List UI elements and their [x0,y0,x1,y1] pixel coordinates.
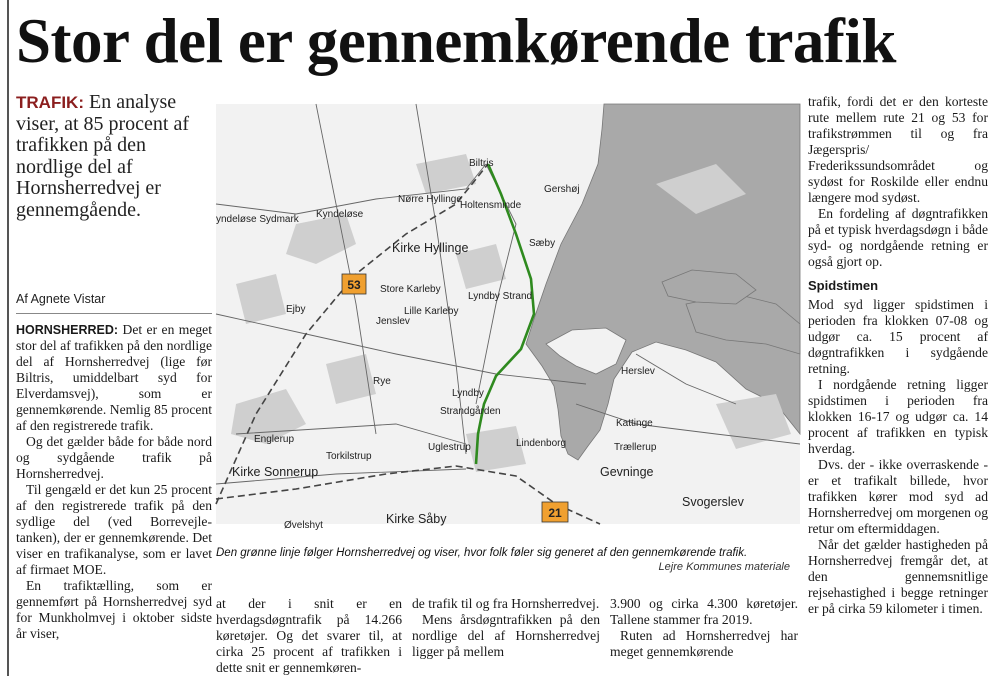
body-paragraph [16,322,212,434]
body-column-3 [412,596,600,676]
place-label: Ejby [286,304,306,315]
left-column-rule [7,0,9,676]
place-label: Holtensminde [460,200,522,211]
place-label: Uglestrup [428,442,471,453]
place-label: Store Karleby [380,284,441,295]
place-label: Kattinge [616,418,653,429]
body-paragraph: Til gengæld er det kun 25 procent af den registrerede trafik på den sydlige del (ved Borrevejle-tanken), der er gennemkørende. Det viser en trafikanalyse, som er lavet af firmaet MOE. [16,482,212,577]
place-label: Svogerslev [682,495,744,509]
byline-divider [16,313,212,314]
place-label: Strandgården [440,406,501,417]
place-label: Englerup [254,434,295,445]
place-label: Torkilstrup [326,451,372,462]
place-label: Kirke Hyllinge [392,241,469,255]
body-paragraph: de trafik til og fra Hornsherredvej. [412,596,600,611]
place-label: Biltris [469,158,494,169]
place-label: Herslev [621,366,655,377]
place-label: Kirke Såby [386,512,447,526]
body-paragraph: trafik, fordi det er den korteste rute mellem rute 21 og 53 for trafikstrømmen til og fra Jægerspris/ Frederikssundsområdet og sydøst for Roskilde eller endnu længere mod sydøst. [808,94,988,205]
body-text: Det er en meget stor del af trafikken på den nordlige del af Hornsherredvej (lige før Biltris, umiddelbart syd for Elverdamsvej), som er gennemkørende. Nemlig 85 procent af den registrerede trafik. [16,322,212,433]
body-paragraph: Mod syd ligger spidstimen i perioden fra klokken 07-08 og udgør ca. 15 procent af døgntrafikken i sydgående retning. [808,297,988,376]
place-label: Lindenborg [516,438,567,449]
body-column-1 [16,322,212,676]
route-21-shield [542,502,568,522]
place-label: Rye [373,376,391,387]
place-label: Kyndeløse [316,209,364,220]
place-label: Lyndby Strand [468,291,533,302]
route-map [216,104,800,531]
route-53-shield [342,274,366,294]
place-label: Nørre Hyllinge [398,194,462,205]
body-paragraph: En fordeling af døgntrafikken på et typisk hverdagsdøgn i både syd- og nordgående retning er også gjort op. [808,206,988,269]
subheading: Spidstimen [808,278,879,293]
body-column-4 [610,596,798,676]
place-label: yndeløse Sydmark [216,214,299,225]
map-caption: Den grønne linje følger Hornsherredvej og viser, hvor folk føler sig generet af den gennemkørende trafik. [216,547,748,559]
body-paragraph: Dvs. der - ikke overraskende - er et trafikalt billede, hvor trafikken kører mod syd ad Hornsherredvej om morgenen og retur om eftermiddagen. [808,457,988,536]
body-paragraph: I nordgående retning ligger spidstimen i perioden fra klokken 16-17 og udgør ca. 14 procent af trafikken en typisk hverdag. [808,377,988,456]
headline: Stor del er gennemkørende trafik [16,6,896,76]
body-column-2 [216,596,402,676]
svg-text:53: 53 [347,278,361,292]
place-label: Sæby [529,238,556,249]
place-label: Lille Karleby [404,306,459,317]
body-paragraph: En trafiktælling, som er gennemført på Hornsherredvej syd for Munkholmvej i oktober sidste år viser, [16,578,212,641]
place-label: Gershøj [544,184,580,195]
byline: Af Agnete Vistar [16,292,106,306]
map-credit: Lejre Kommunes materiale [658,561,790,573]
lead-text: En analyse viser, at 85 procent af trafikken på den nordlige del af Hornsherredvej er gennemgående. [16,91,190,221]
dateline: HORNSHERRED: [16,323,119,337]
body-column-5 [808,94,988,676]
body-paragraph: Mens årsdøgntrafikken på den nordlige del af Hornsherredvej ligger på mellem [412,612,600,659]
place-label: Jenslev [376,316,410,327]
svg-text:21: 21 [548,506,562,520]
body-paragraph: 3.900 og cirka 4.300 køretøjer. Tallene stammer fra 2019. [610,596,798,627]
place-label: Lyndby [452,388,484,399]
place-label: Trællerup [614,442,657,453]
body-paragraph: Ruten ad Hornsherredvej har meget gennemkørende [610,628,798,659]
place-label: Øvelshyt [284,520,323,531]
lead-paragraph [16,92,212,221]
kicker: TRAFIK: [16,93,84,112]
body-paragraph: Når det gælder hastigheden på Hornsherredvej fremgår det, at den gennemsnitlige rejsehastighed i begge retninger er på cirka 59 kilometer i timen. [808,537,988,616]
body-paragraph: at der i snit er en hverdagsdøgntrafik på 14.266 køretøjer. Og det svarer til, at cirka 25 procent af trafikken i dette snit er gennemkøren- [216,596,402,675]
place-label: Kirke Sonnerup [232,465,319,479]
place-label: Gevninge [600,465,654,479]
body-paragraph: Og det gælder både for både nord og sydgående trafik på Hornsherredvej. [16,434,212,481]
